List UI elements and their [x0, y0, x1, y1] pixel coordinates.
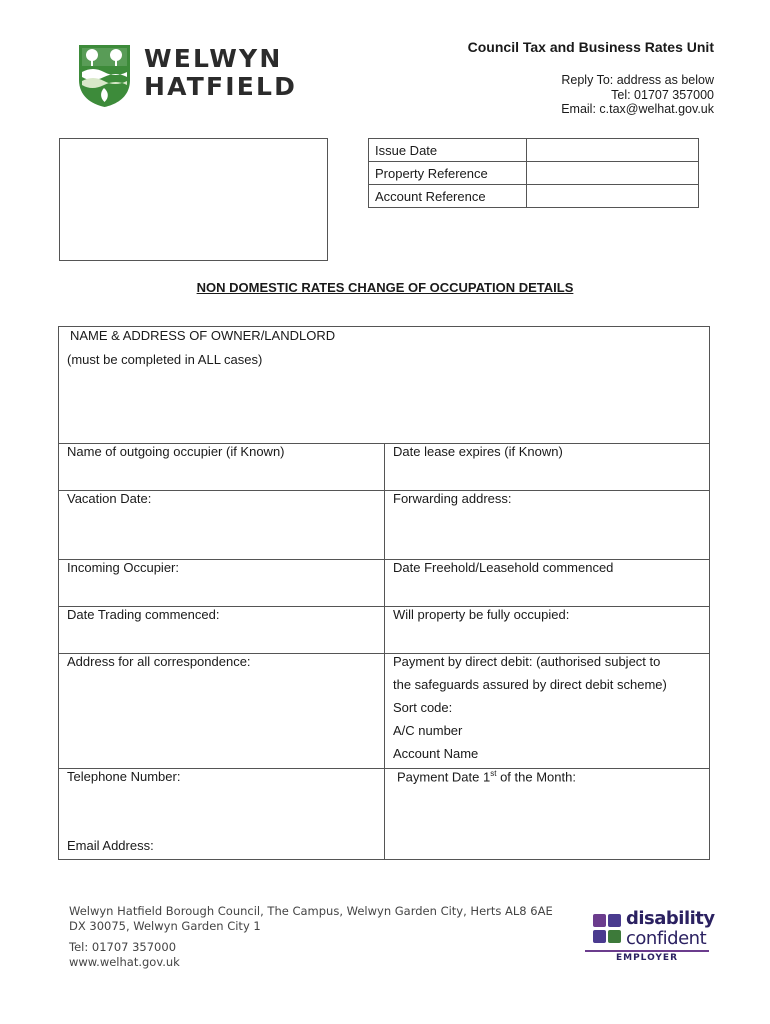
outgoing-occupier-field[interactable]	[59, 443, 384, 490]
property-reference-label: Property Reference	[369, 162, 527, 185]
freehold-commenced-label: Date Freehold/Leasehold commenced	[393, 560, 614, 575]
ac-number-label: A/C number	[393, 723, 463, 738]
telephone-email-field[interactable]	[59, 768, 384, 859]
outgoing-occupier-label: Name of outgoing occupier (if Known)	[67, 444, 285, 459]
owner-label: NAME & ADDRESS OF OWNER/LANDLORD	[70, 328, 336, 343]
lease-expires-label: Date lease expires (if Known)	[393, 444, 563, 459]
badge-check-icon	[608, 914, 621, 927]
vacation-date-field[interactable]	[59, 490, 384, 559]
logo-word-hatfield: HATFIELD	[144, 72, 298, 101]
recipient-address-box[interactable]	[59, 138, 328, 261]
telephone-label: Telephone Number:	[67, 769, 181, 784]
direct-debit-line1: Payment by direct debit: (authorised subject to	[393, 654, 661, 669]
telephone-text: Tel: 01707 357000	[611, 87, 714, 102]
owner-address-field[interactable]	[59, 327, 709, 443]
incoming-occupier-label: Incoming Occupier:	[67, 560, 179, 575]
account-reference-field[interactable]	[527, 185, 699, 208]
correspondence-address-label: Address for all correspondence:	[67, 654, 251, 669]
badge-line3: EMPLOYER	[615, 953, 679, 963]
footer-address	[69, 904, 553, 970]
freehold-commenced-field[interactable]	[385, 559, 709, 606]
account-name-label: Account Name	[393, 746, 479, 761]
footer-line1: Welwyn Hatfield Borough Council, The Campus, Welwyn Garden City, Herts AL8 6AE	[69, 904, 553, 918]
payment-date-label: Payment Date 1st of the Month:	[397, 769, 576, 785]
issue-date-field[interactable]	[527, 139, 699, 162]
account-reference-label: Account Reference	[369, 185, 527, 208]
badge-people-icon	[593, 914, 606, 927]
form-title: NON DOMESTIC RATES CHANGE OF OCCUPATION DETAILS	[196, 280, 574, 295]
table-row	[369, 139, 699, 162]
occupation-form	[58, 326, 710, 860]
badge-lock-icon	[593, 930, 606, 943]
footer-web: www.welhat.gov.uk	[69, 955, 180, 969]
issue-date-label: Issue Date	[369, 139, 527, 162]
sort-code-label: Sort code:	[393, 700, 453, 715]
incoming-occupier-field[interactable]	[59, 559, 384, 606]
trading-commenced-label: Date Trading commenced:	[67, 607, 220, 622]
forwarding-address-label: Forwarding address:	[393, 491, 512, 506]
badge-line2: confident	[626, 928, 707, 949]
property-reference-field[interactable]	[527, 162, 699, 185]
badge-divider	[585, 950, 709, 952]
council-logo	[78, 44, 303, 108]
email-text: Email: c.tax@welhat.gov.uk	[561, 102, 714, 116]
contact-block	[561, 73, 714, 117]
trading-commenced-field[interactable]	[59, 606, 384, 653]
fully-occupied-label: Will property be fully occupied:	[393, 607, 570, 622]
lease-expires-field[interactable]	[385, 443, 709, 490]
reply-to-text: Reply To: address as below	[561, 73, 714, 87]
badge-card-icon	[608, 930, 621, 943]
vacation-date-label: Vacation Date:	[67, 491, 152, 506]
direct-debit-field[interactable]	[385, 653, 709, 768]
footer-tel: Tel: 01707 357000	[69, 940, 177, 954]
fully-occupied-field[interactable]	[385, 606, 709, 653]
correspondence-address-field[interactable]	[59, 653, 384, 768]
disability-confident-badge	[585, 908, 715, 963]
owner-note: (must be completed in ALL cases)	[67, 352, 263, 367]
council-crest-icon	[78, 44, 131, 108]
direct-debit-line2: the safeguards assured by direct debit scheme)	[393, 677, 667, 692]
footer-line2: DX 30075, Welwyn Garden City 1	[69, 919, 261, 933]
payment-date-field[interactable]	[385, 768, 709, 859]
badge-line1: disability	[626, 908, 715, 929]
email-address-label: Email Address:	[67, 838, 154, 853]
table-row	[369, 162, 699, 185]
reference-table	[368, 138, 699, 208]
forwarding-address-field[interactable]	[385, 490, 709, 559]
table-row	[369, 185, 699, 208]
logo-word-welwyn: WELWYN	[144, 44, 283, 73]
unit-title: Council Tax and Business Rates Unit	[467, 39, 714, 55]
